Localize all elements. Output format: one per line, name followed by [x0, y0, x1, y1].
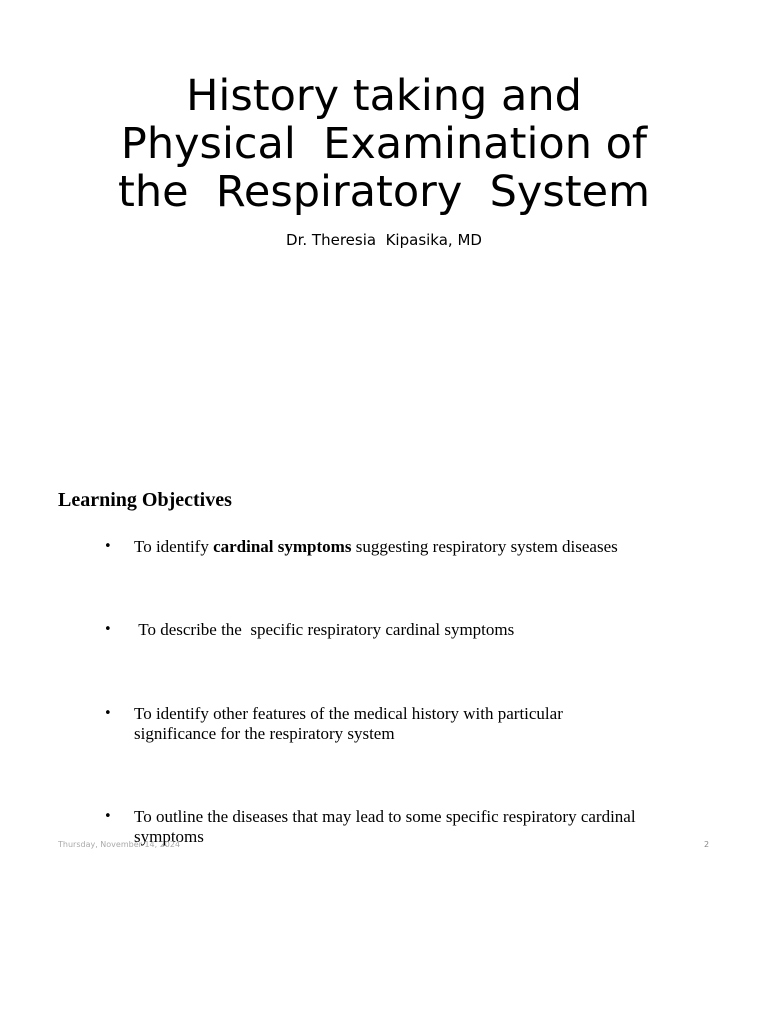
title-line-3: the Respiratory System [118, 167, 650, 217]
objective-item [104, 807, 644, 847]
page-number: 2 [704, 840, 710, 849]
objective-text: To identify other features of the medical history with particular significance for the respiratory system [134, 704, 568, 743]
objective-text-prefix: To identify [134, 537, 214, 556]
bullet-icon: • [104, 809, 112, 824]
objective-item [104, 704, 644, 744]
bullet-icon: • [104, 539, 112, 554]
section-heading: Learning Objectives [58, 489, 232, 511]
objective-text [134, 537, 684, 557]
objective-item [104, 537, 684, 557]
bullet-icon: • [104, 706, 112, 721]
title-line-1: History taking and [186, 71, 582, 121]
objective-text: To outline the diseases that may lead to some specific respiratory cardinal symptoms [134, 807, 640, 846]
author-name: Dr. Theresia Kipasika, MD [286, 231, 482, 249]
objective-text: To describe the specific respiratory cardinal symptoms [134, 620, 515, 639]
bullet-icon: • [104, 622, 112, 637]
footer-date: Thursday, November 14, 2024 [58, 840, 181, 849]
objective-text-suffix: suggesting respiratory system diseases [351, 537, 618, 556]
title-line-2: Physical Examination of [120, 119, 648, 169]
objective-text-bold: cardinal symptoms [213, 537, 352, 556]
slide-title [0, 72, 768, 216]
objective-item [104, 620, 684, 640]
